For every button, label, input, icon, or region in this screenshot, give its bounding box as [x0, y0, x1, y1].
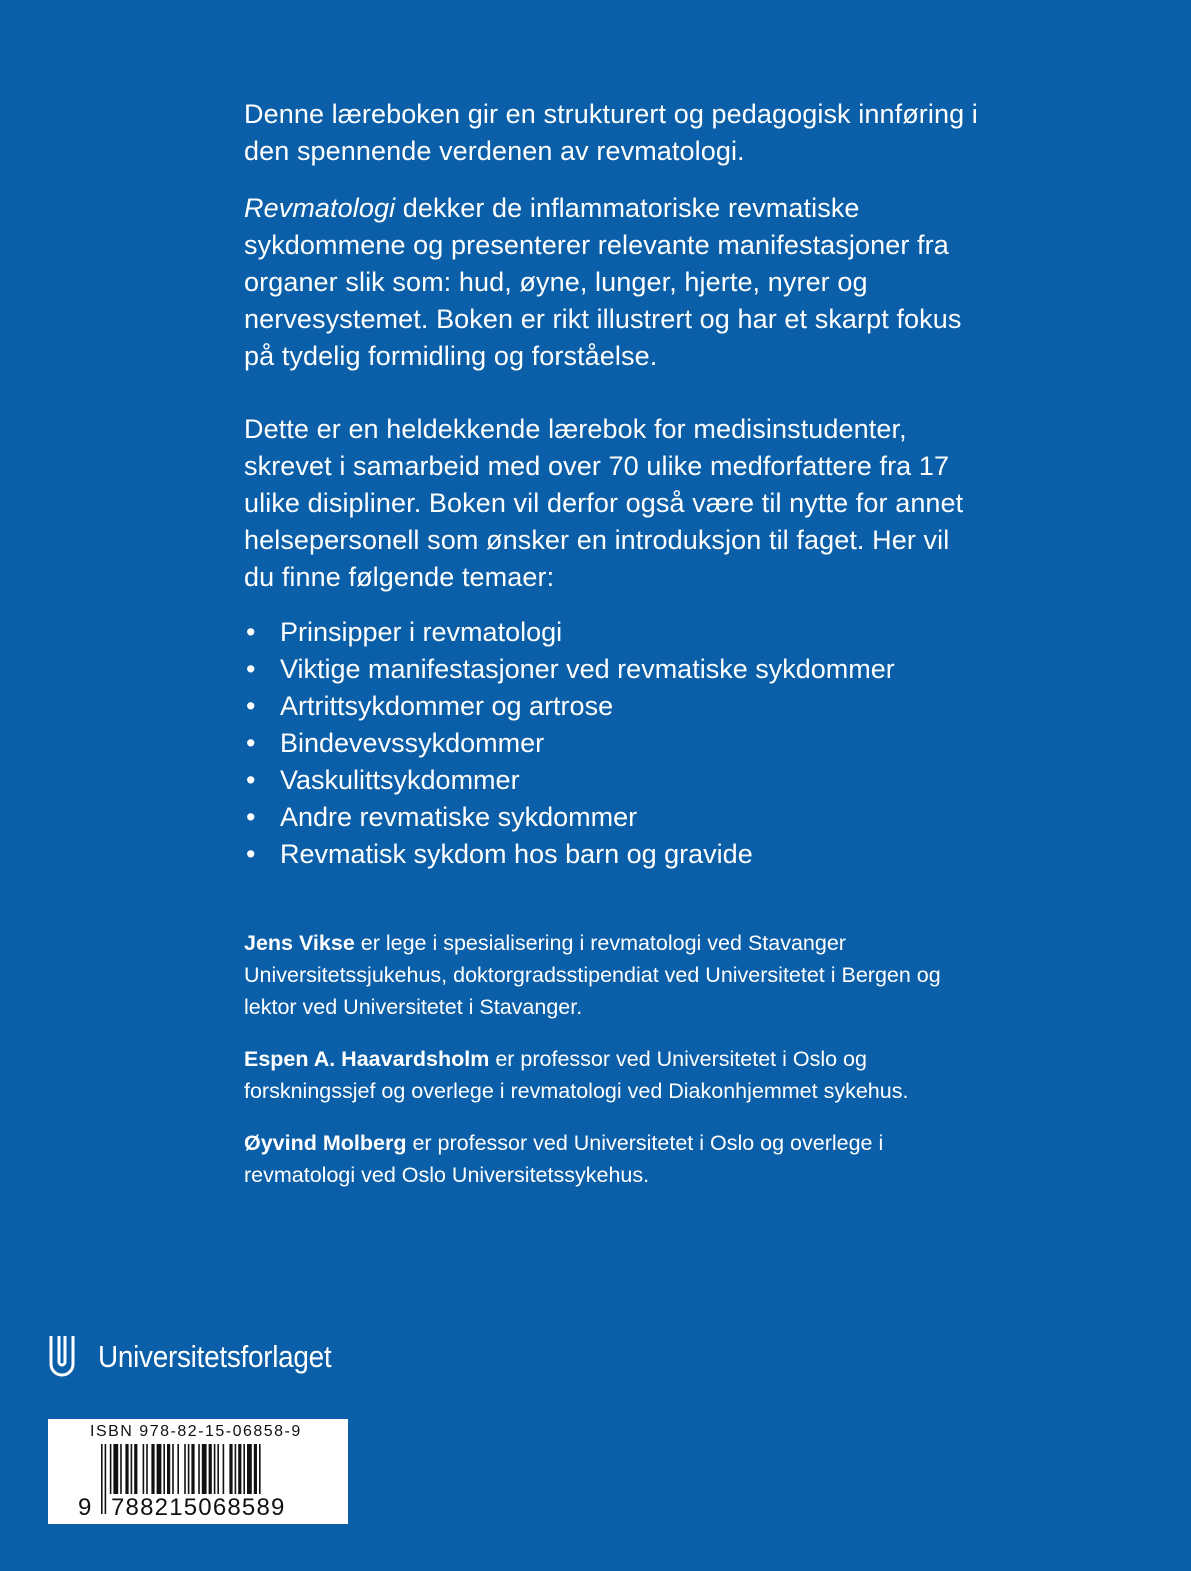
barcode-bar [217, 1444, 219, 1494]
barcode-bar [229, 1444, 232, 1494]
list-item [244, 799, 984, 836]
barcode-bar [198, 1444, 200, 1494]
author-bios [244, 927, 984, 1191]
author-bio [244, 1043, 984, 1107]
barcode-bar [157, 1444, 162, 1494]
author-bio [244, 927, 984, 1023]
barcode-bar [143, 1444, 145, 1494]
list-item [244, 762, 984, 799]
bullet: • [246, 802, 256, 832]
barcode-bar [223, 1444, 225, 1494]
barcode-bar [209, 1444, 212, 1494]
barcode-bar [202, 1444, 207, 1494]
barcode-bar [247, 1444, 252, 1494]
author-bio-text: er lege i spesialisering i revmatologi ved Stavanger Universitetssjukehus, doktorgradsstipendiat ved Universitetet i Bergen og lektor ved Universitetet i Stavanger. [244, 931, 941, 1019]
barcode-bar [235, 1444, 237, 1494]
back-cover-text [244, 96, 984, 1211]
barcode-bar [172, 1444, 174, 1494]
author-bio-text: er professor ved Universitetet i Oslo og overlege i revmatologi ved Oslo Universitetssykehus. [244, 1131, 884, 1187]
bullet: • [246, 839, 256, 869]
list-item [244, 651, 984, 688]
bullet: • [246, 654, 256, 684]
author-name: Øyvind Molberg [244, 1131, 407, 1155]
intro-paragraph-1: Denne læreboken gir en strukturert og pedagogisk innføring i den spennende verdenen av revmatologi. [244, 99, 978, 166]
author-bio-text: er professor ved Universitetet i Oslo og forskningssjef og overlege i revmatologi ved Diakonhjemmet sykehus. [244, 1047, 909, 1103]
topic-label: Bindevevssykdommer [280, 728, 545, 758]
topic-label: Artrittsykdommer og artrose [280, 691, 614, 721]
topic-label: Vaskulittsykdommer [280, 765, 520, 795]
publisher-logo [48, 1334, 357, 1380]
intro-paragraph-3: Dette er en heldekkende lærebok for medisinstudenter, skrevet i samarbeid med over 70 ulike medforfattere fra 17 ulike disipliner. Boken vil derfor også være til nytte for annet helsepersonell som ønsker en introduksjon til faget. Her vil du finne følgende temaer: [244, 414, 964, 592]
publisher-name: Universitetsforlaget [98, 1339, 332, 1374]
topic-label: Viktige manifestasjoner ved revmatiske sykdommer [280, 654, 895, 684]
author-name: Jens Vikse [244, 931, 355, 955]
bullet: • [246, 691, 256, 721]
barcode-bar [110, 1444, 112, 1494]
barcode-digits: 788215068589 [111, 1494, 286, 1521]
barcode-bar [238, 1444, 241, 1494]
barcode-bar [214, 1444, 216, 1494]
barcode-bar [151, 1444, 154, 1494]
intro-paragraph-2 [244, 190, 984, 375]
intro-paragraph-2-text: dekker de inflammatoriske revmatiske sykdommene og presenterer relevante manifestasjoner fra organer slik som: hud, øyne, lunger, hjerte, nyrer og nervesystemet. Boken er rikt illustrert og har et skarpt fokus på tydelig formidling og forståelse. [244, 193, 962, 371]
list-item [244, 614, 984, 651]
topic-label: Revmatisk sykdom hos barn og gravide [280, 839, 753, 869]
list-item [244, 725, 984, 762]
barcode-bar [120, 1444, 122, 1494]
barcode-bar [134, 1444, 137, 1494]
barcode-bar [243, 1444, 245, 1494]
barcode-bar [188, 1444, 190, 1494]
topics-list [244, 614, 984, 873]
bullet: • [246, 728, 256, 758]
universitetsforlaget-logo-icon [48, 1334, 76, 1380]
barcode-bar [105, 1444, 107, 1514]
isbn-barcode [48, 1419, 348, 1524]
barcode-bar [167, 1444, 170, 1494]
barcode-bar [163, 1444, 165, 1494]
bullet: • [246, 765, 256, 795]
book-title-italic: Revmatologi [244, 193, 396, 223]
author-name: Espen A. Haavardsholm [244, 1047, 490, 1071]
barcode-bar [101, 1444, 103, 1514]
list-item [244, 836, 984, 873]
bullet: • [246, 617, 256, 647]
barcode-bar [131, 1444, 133, 1494]
isbn-label: ISBN 978-82-15-06858-9 [90, 1423, 302, 1440]
barcode-first-digit: 9 [78, 1494, 92, 1521]
barcode-bar [191, 1444, 194, 1494]
topic-label: Prinsipper i revmatologi [280, 617, 563, 647]
list-item [244, 688, 984, 725]
barcode-bar [125, 1444, 128, 1494]
topic-label: Andre revmatiske sykdommer [280, 802, 638, 832]
author-bio [244, 1127, 984, 1191]
barcode-bar [113, 1444, 118, 1494]
barcode-bar [146, 1444, 148, 1494]
